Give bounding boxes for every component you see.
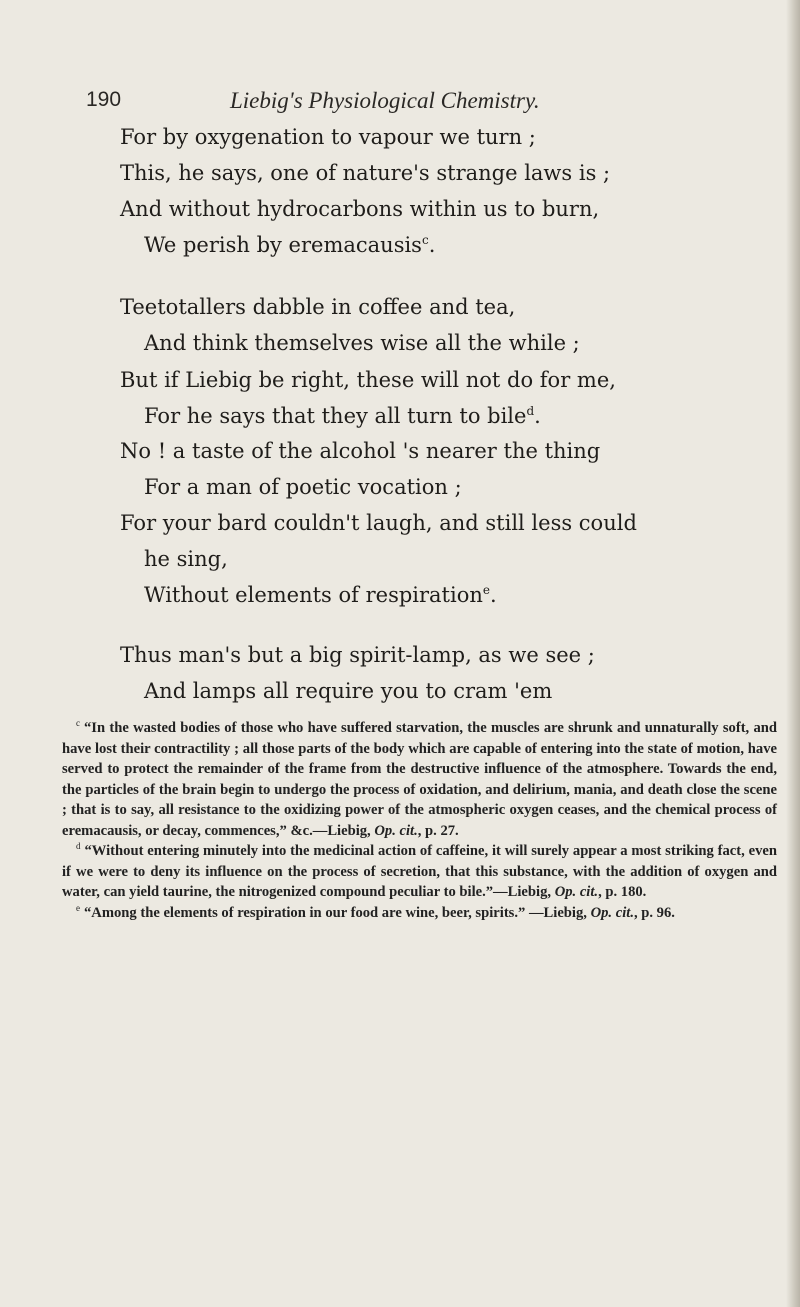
poem-line: But if Liebig be right, these will not do for me, (120, 368, 616, 392)
poem-line: For your bard couldn't laugh, and still less could (120, 511, 637, 535)
footnote-ref: d (526, 404, 535, 418)
page-number: 190 (86, 88, 122, 111)
poem-line: This, he says, one of nature's strange laws is ; (120, 161, 611, 185)
footnote-ref: c (421, 233, 429, 247)
footnote-c: $^c$ “In the wasted bodies of those who have suffered starvation, the muscles are shrunk and unnaturally soft, and have lost their contractility ; all those parts of the body which are capable of entering into the state of motion, have served to protect the remainder of the frame from the destructive influence of the atmosphere. Towards the end, the particles of the brain begin to undergo the process of oxidation, and delirium, mania, and death close the scene ; that is to say, all resistance to the oxidizing power of the atmospheric oxygen ceases, and the chemical process of eremacausis, or decay, commences,” &c.—Liebig, Op. cit., p. 27. (62, 718, 777, 839)
poem-line: We perish by eremacausis$^c$. (144, 233, 436, 257)
footnotes (62, 718, 777, 923)
poem-line: Thus man's but a big spirit-lamp, as we see ; (120, 643, 595, 667)
poem-line: For a man of poetic vocation ; (144, 475, 462, 499)
footnote-e: $^e$ “Among the elements of respiration in our food are wine, beer, spirits.” —Liebig, Op. cit., p. 96. (76, 902, 675, 921)
poem-line: And without hydrocarbons within us to burn, (120, 197, 600, 221)
page-header (86, 88, 726, 118)
poem-line: he sing, (144, 547, 228, 571)
running-title: Liebig's Physiological Chemistry. (230, 88, 540, 113)
poem-line: For by oxygenation to vapour we turn ; (120, 125, 536, 149)
poem-line: Teetotallers dabble in coffee and tea, (120, 295, 516, 319)
poem-line: And think themselves wise all the while ; (144, 331, 580, 355)
poem-line: No ! a taste of the alcohol 's nearer the thing (120, 439, 601, 463)
footnote-ref: e (482, 583, 490, 597)
poem-line: And lamps all require you to cram 'em (144, 679, 553, 703)
poem-line: For he says that they all turn to bile$^d$. (144, 404, 541, 428)
footnote-d: $^d$ “Without entering minutely into the medicinal action of caffeine, it will surely appear a most striking fact, even if we were to deny its influence on the process of secretion, that this substance, with the addition of oxygen and water, can yield taurine, the nitrogenized compound peculiar to bile.”—Liebig, Op. cit., p. 180. (62, 841, 777, 900)
page-edge-shadow (786, 0, 800, 1307)
poem-line: Without elements of respiration$^e$. (144, 583, 497, 607)
